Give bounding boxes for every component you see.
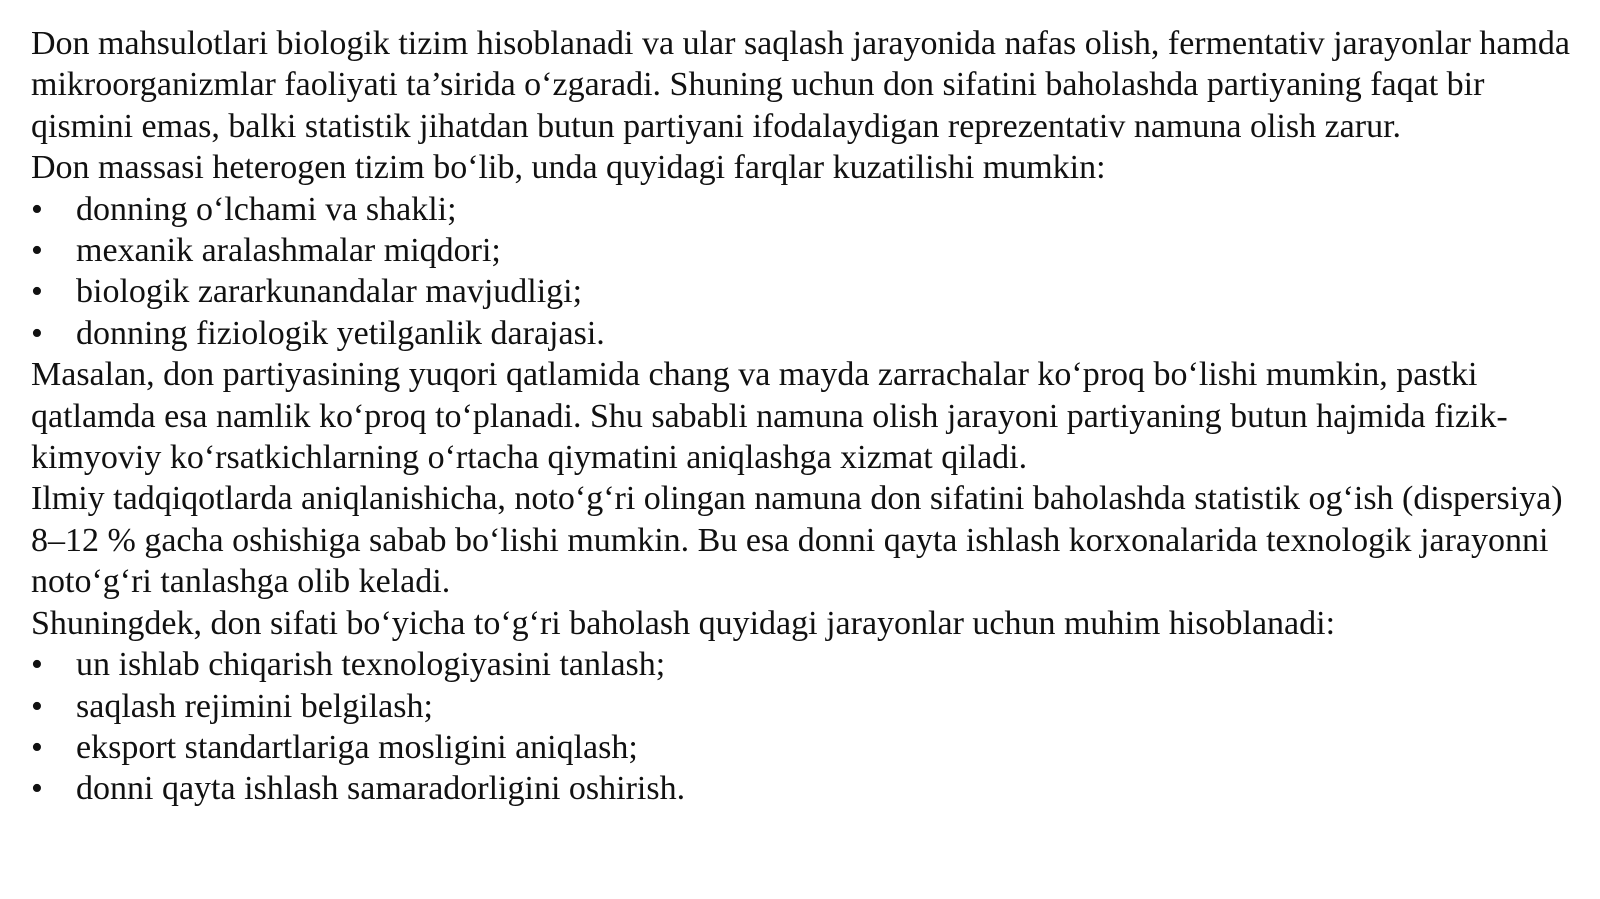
list-item-text: donni qayta ishlash samaradorligini oshirish.	[76, 770, 686, 808]
bullet-list-differences	[31, 189, 1581, 355]
paragraph-heterogeneity: Don massasi heterogen tizim bo‘lib, unda quyidagi farqlar kuzatilishi mumkin:	[31, 149, 1106, 187]
paragraph-intro: Don mahsulotlari biologik tizim hisoblanadi va ular saqlash jarayonida nafas olish, fermentativ jarayonlar hamda mikroorganizmlar faoliyati ta’sirida o‘zgaradi. Shuning uchun don sifatini baholashda partiyaning faqat bir qismini emas, balki statistik jihatdan butun partiyani ifodalaydigan reprezentativ namuna olish zarur.	[31, 25, 1571, 145]
list-item-text: mexanik aralashmalar miqdori;	[76, 232, 501, 270]
list-item	[31, 189, 1581, 230]
bullet-icon: •	[31, 232, 43, 270]
list-item	[31, 686, 1581, 727]
bullet-icon: •	[31, 770, 43, 808]
bullet-icon: •	[31, 687, 43, 725]
list-item-text: donning o‘lchami va shakli;	[76, 190, 457, 228]
list-item-text: donning fiziologik yetilganlik darajasi.	[76, 314, 605, 352]
list-item	[31, 313, 1581, 354]
list-item	[31, 230, 1581, 271]
bullet-icon: •	[31, 273, 43, 311]
paragraph-importance: Shuningdek, don sifati bo‘yicha to‘g‘ri baholash quyidagi jarayonlar uchun muhim hisoblanadi:	[31, 604, 1336, 642]
bullet-icon: •	[31, 314, 43, 352]
bullet-list-processes	[31, 644, 1581, 810]
list-item-text: un ishlab chiqarish texnologiyasini tanlash;	[76, 646, 666, 684]
list-item-text: eksport standartlariga mosligini aniqlash;	[76, 728, 638, 766]
bullet-icon: •	[31, 728, 43, 766]
list-item	[31, 644, 1581, 685]
document-body	[31, 23, 1581, 810]
list-item-text: biologik zararkunandalar mavjudligi;	[76, 273, 583, 311]
list-item	[31, 768, 1581, 809]
bullet-icon: •	[31, 190, 43, 228]
list-item	[31, 727, 1581, 768]
list-item	[31, 271, 1581, 312]
paragraph-research: Ilmiy tadqiqotlarda aniqlanishicha, noto‘g‘ri olingan namuna don sifatini baholashda statistik og‘ish (dispersiya) 8–12 % gacha oshishiga sabab bo‘lishi mumkin. Bu esa donni qayta ishlash korxonalarida texnologik jarayonni noto‘g‘ri tanlashga olib keladi.	[31, 480, 1563, 601]
bullet-icon: •	[31, 646, 43, 684]
paragraph-example: Masalan, don partiyasining yuqori qatlamida chang va mayda zarrachalar ko‘proq bo‘lishi mumkin, pastki qatlamda esa namlik ko‘proq to‘planadi. Shu sababli namuna olish jarayoni partiyaning butun hajmida fizik-kimyoviy ko‘rsatkichlarning o‘rtacha qiymatini aniqlashga xizmat qiladi.	[31, 356, 1508, 477]
list-item-text: saqlash rejimini belgilash;	[76, 687, 433, 725]
